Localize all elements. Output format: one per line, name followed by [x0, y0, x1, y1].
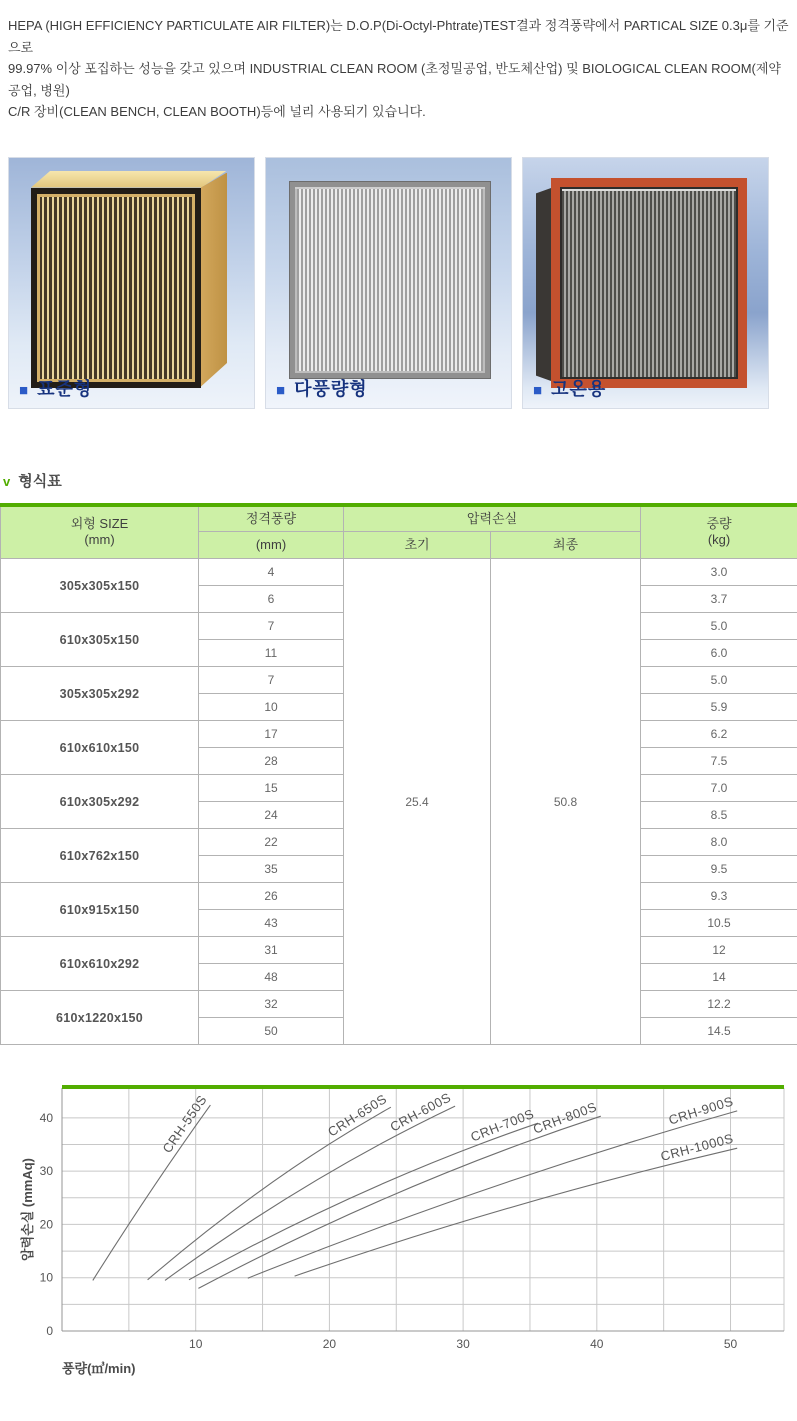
- cell-weight: 12: [641, 937, 797, 964]
- pressure-loss-chart: [0, 1083, 797, 1388]
- chevron-down-icon: v: [3, 474, 11, 489]
- x-tick-label: 10: [189, 1337, 203, 1351]
- series-label: CRH-900S: [666, 1093, 736, 1128]
- cell-size: 610x305x292: [1, 775, 199, 829]
- x-axis-title: 풍량(㎥/min): [62, 1361, 136, 1376]
- filter-illustration: [551, 178, 747, 388]
- series-line: [198, 1116, 600, 1288]
- cell-loss-final: 50.8: [491, 559, 641, 1045]
- cell-weight: 14.5: [641, 1018, 797, 1045]
- cell-flow: 24: [199, 802, 344, 829]
- cell-size: 610x610x150: [1, 721, 199, 775]
- cell-weight: 7.0: [641, 775, 797, 802]
- product-label-hightemp: ■ 고온용: [533, 378, 607, 399]
- square-bullet-icon: ■: [19, 381, 30, 399]
- filter-illustration: [290, 182, 490, 378]
- header-loss-initial: 초기: [344, 532, 491, 559]
- cell-weight: 8.5: [641, 802, 797, 829]
- series-line: [295, 1148, 738, 1276]
- product-label-highflow: ■ 다풍량형: [276, 378, 368, 399]
- series-label: CRH-800S: [531, 1099, 599, 1137]
- product-photo-highflow: [265, 157, 512, 409]
- header-flow-unit: (mm): [199, 532, 344, 559]
- cell-size: 305x305x292: [1, 667, 199, 721]
- intro-line: HEPA (HIGH EFFICIENCY PARTICULATE AIR FILTER)는 D.O.P(Di-Octyl-Phtrate)TEST결과 정격풍략에서 PARTICAL SIZE 0.3μ를 기준으로: [8, 18, 789, 55]
- filter-illustration: [31, 188, 201, 388]
- spec-table-body: [1, 559, 797, 1045]
- cell-flow: 43: [199, 910, 344, 937]
- cell-weight: 7.5: [641, 748, 797, 775]
- cell-flow: 10: [199, 694, 344, 721]
- cell-flow: 7: [199, 667, 344, 694]
- header-pressure-loss: 압력손실: [344, 505, 641, 532]
- cell-size: 610x915x150: [1, 883, 199, 937]
- cell-size: 610x305x150: [1, 613, 199, 667]
- header-flow: 정격풍량: [199, 505, 344, 532]
- cell-flow: 48: [199, 964, 344, 991]
- product-label-standard: ■ 표준형: [19, 378, 93, 399]
- series-label: CRH-700S: [468, 1106, 537, 1145]
- cell-size: 305x305x150: [1, 559, 199, 613]
- product-photo-row: [0, 157, 797, 409]
- cell-size: 610x610x292: [1, 937, 199, 991]
- series-label: CRH-550S: [159, 1092, 210, 1156]
- cell-flow: 6: [199, 586, 344, 613]
- series-line: [93, 1105, 211, 1280]
- cell-flow: 7: [199, 613, 344, 640]
- cell-flow: 28: [199, 748, 344, 775]
- chart-svg: [0, 1083, 797, 1383]
- cell-weight: 3.0: [641, 559, 797, 586]
- header-size: 외형 SIZE (mm): [1, 505, 199, 559]
- cell-size: 610x762x150: [1, 829, 199, 883]
- cell-weight: 5.0: [641, 613, 797, 640]
- cell-weight: 12.2: [641, 991, 797, 1018]
- cell-flow: 35: [199, 856, 344, 883]
- cell-weight: 9.3: [641, 883, 797, 910]
- cell-flow: 11: [199, 640, 344, 667]
- cell-loss-initial: 25.4: [344, 559, 491, 1045]
- intro-line: 99.97% 이상 포집하는 성능을 갖고 있으며 INDUSTRIAL CLEAN ROOM (초정밀공업, 반도체산업) 및 BIOLOGICAL CLEAN ROOM(제약공업, 병원): [8, 61, 781, 98]
- cell-weight: 5.0: [641, 667, 797, 694]
- cell-size: 610x1220x150: [1, 991, 199, 1045]
- intro-line: C/R 장비(CLEAN BENCH, CLEAN BOOTH)등에 널리 사용되기 있습니다.: [8, 104, 426, 119]
- section-title-text: 형식표: [18, 473, 62, 490]
- series-line: [165, 1106, 455, 1280]
- cell-weight: 5.9: [641, 694, 797, 721]
- series-label: CRH-600S: [387, 1089, 454, 1135]
- series-label: CRH-1000S: [658, 1130, 735, 1164]
- product-photo-hightemp: [522, 157, 769, 409]
- y-tick-label: 40: [39, 1110, 53, 1125]
- cell-weight: 3.7: [641, 586, 797, 613]
- product-photo-standard: [8, 157, 255, 409]
- y-tick-label: 10: [39, 1270, 53, 1285]
- y-tick-label: 0: [46, 1324, 53, 1338]
- cell-flow: 31: [199, 937, 344, 964]
- y-axis-title: 압력손실 (mmAq): [20, 1158, 35, 1261]
- cell-weight: 6.2: [641, 721, 797, 748]
- filter-illustration: [201, 173, 227, 387]
- series-line: [189, 1123, 538, 1280]
- cell-weight: 6.0: [641, 640, 797, 667]
- section-title: [3, 471, 797, 491]
- cell-weight: 14: [641, 964, 797, 991]
- x-tick-label: 50: [723, 1337, 738, 1351]
- spec-table-header: [1, 505, 797, 559]
- header-loss-final: 최종: [491, 532, 641, 559]
- square-bullet-icon: ■: [533, 381, 544, 399]
- y-tick-label: 30: [39, 1164, 53, 1179]
- cell-flow: 50: [199, 1018, 344, 1045]
- square-bullet-icon: ■: [276, 381, 287, 399]
- series-label: CRH-650S: [325, 1091, 390, 1140]
- x-tick-label: 40: [590, 1337, 604, 1351]
- filter-illustration: [31, 171, 227, 188]
- cell-flow: 22: [199, 829, 344, 856]
- x-tick-label: 30: [456, 1337, 470, 1351]
- cell-flow: 32: [199, 991, 344, 1018]
- x-tick-label: 20: [322, 1337, 337, 1351]
- y-tick-label: 20: [39, 1217, 53, 1232]
- spec-table: [0, 503, 797, 1046]
- cell-weight: 9.5: [641, 856, 797, 883]
- table-row: [1, 559, 797, 586]
- cell-flow: 17: [199, 721, 344, 748]
- cell-weight: 8.0: [641, 829, 797, 856]
- cell-weight: 10.5: [641, 910, 797, 937]
- header-weight: 중량 (kg): [641, 505, 797, 559]
- cell-flow: 15: [199, 775, 344, 802]
- cell-flow: 26: [199, 883, 344, 910]
- intro-paragraph: [0, 0, 797, 123]
- cell-flow: 4: [199, 559, 344, 586]
